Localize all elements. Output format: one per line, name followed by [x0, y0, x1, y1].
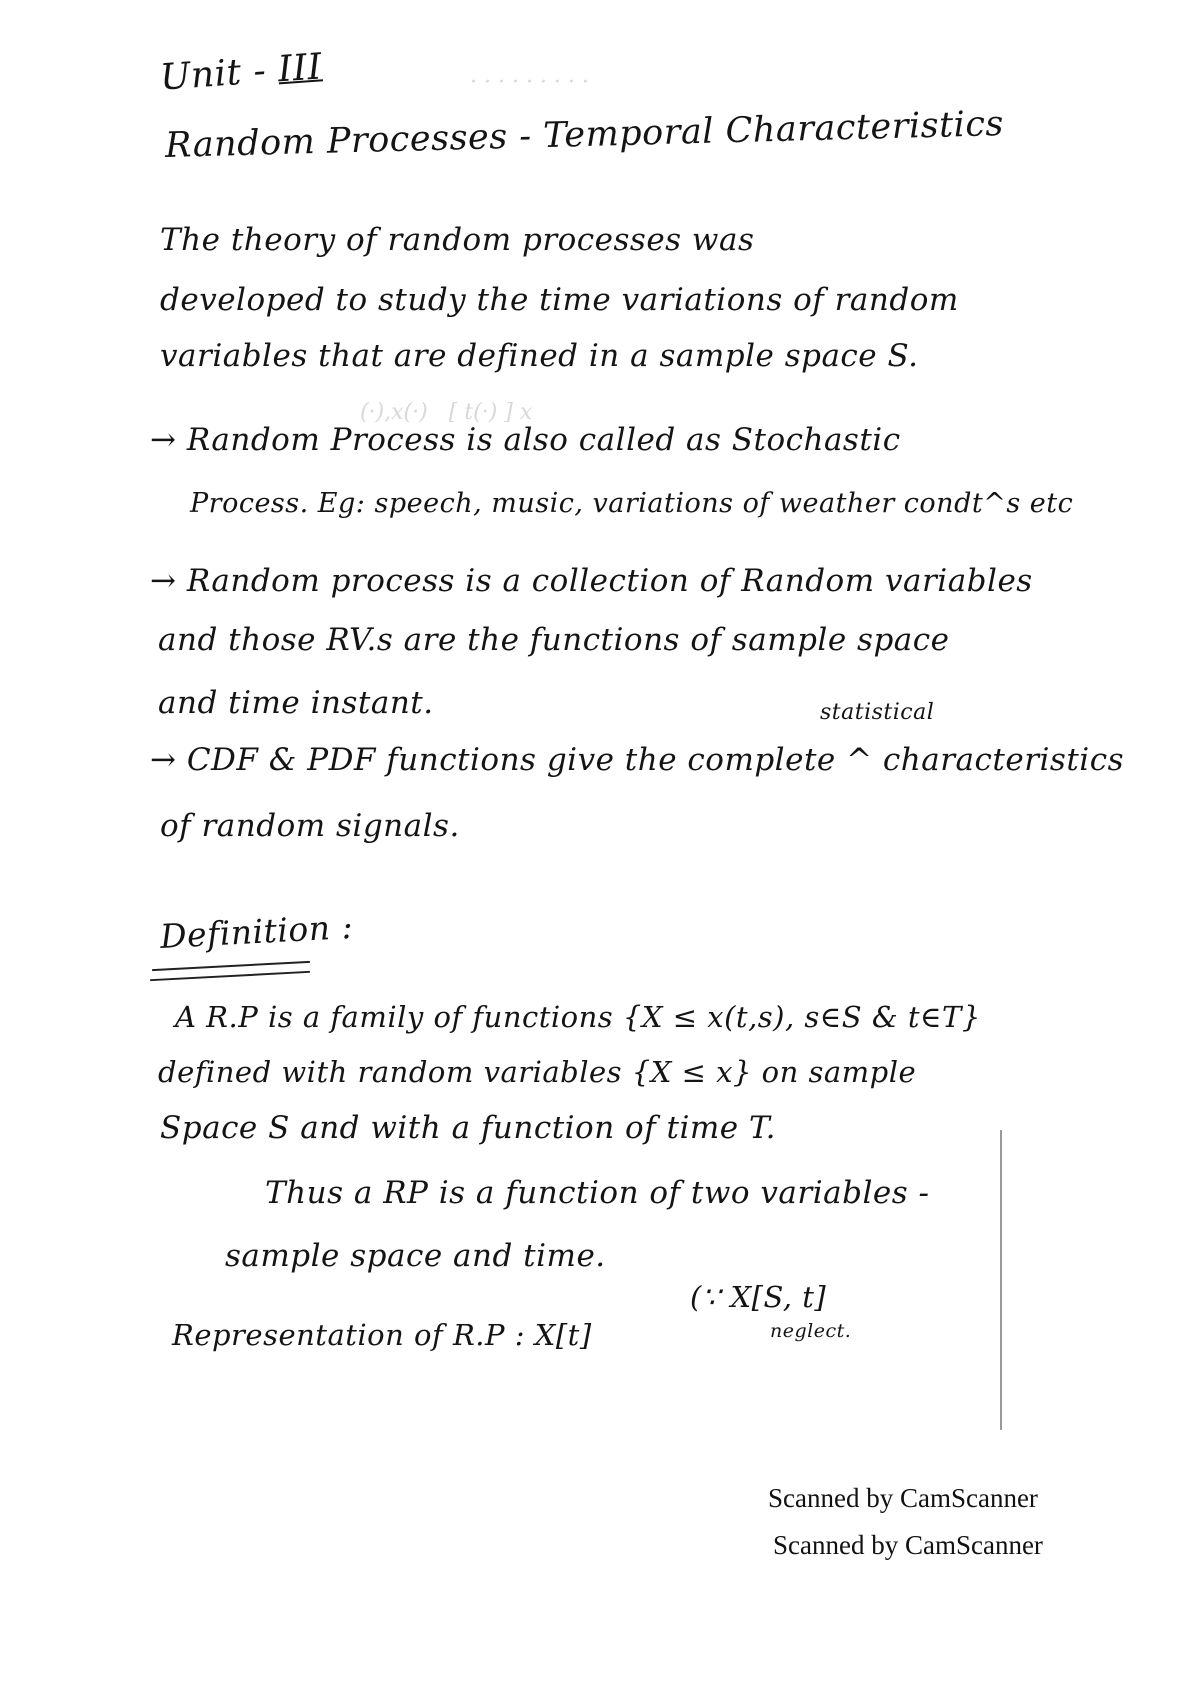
unit-label: Unit -	[158, 50, 268, 99]
bleed-through-text: · · · · · · · · ·	[470, 70, 589, 95]
point-1-line-2: Process. Eg: speech, music, variations of weather condt^s etc	[190, 488, 1074, 519]
page-title: Random Processes - Temporal Characteristics	[164, 104, 1005, 166]
camscanner-watermark: Scanned by CamScanner	[773, 1530, 1043, 1560]
intro-line-1: The theory of random processes was	[160, 222, 755, 258]
unit-number: III	[276, 46, 324, 91]
heading-underline	[152, 961, 310, 971]
definition-heading: Definition :	[159, 906, 354, 957]
camscanner-watermark: Scanned by CamScanner	[768, 1483, 1038, 1513]
definition-line-5: sample space and time.	[225, 1238, 606, 1274]
margin-line	[1000, 1130, 1002, 1430]
representation-line: Representation of R.P : X[t]	[172, 1318, 592, 1352]
point-3-line-2: of random signals.	[160, 808, 460, 844]
insertion-statistical: statistical	[820, 700, 935, 725]
point-3-line-1: → CDF & PDF functions give the complete ^ characteristics	[150, 742, 1124, 778]
intro-line-3: variables that are defined in a sample space S.	[160, 338, 919, 374]
definition-line-4: Thus a RP is a function of two variables -	[265, 1175, 930, 1211]
point-1-line-1: → Random Process is also called as Stochastic	[150, 422, 901, 458]
representation-note-sub: neglect.	[770, 1320, 852, 1342]
bleed-through-text: (·),x(·) [ t(·) ] x	[360, 400, 533, 425]
definition-line-3: Space S and with a function of time T.	[160, 1110, 776, 1146]
intro-line-2: developed to study the time variations of random	[160, 282, 959, 318]
point-2-line-3: and time instant.	[158, 685, 434, 721]
definition-line-2: defined with random variables {X ≤ x} on sample	[158, 1055, 917, 1089]
representation-note: (∵ X[S, t]	[690, 1280, 827, 1314]
unit-heading	[159, 46, 324, 98]
point-2-line-1: → Random process is a collection of Random variables	[150, 563, 1033, 599]
heading-underline	[150, 971, 310, 981]
definition-line-1: A R.P is a family of functions {X ≤ x(t,s), s∈S & t∈T}	[175, 1000, 981, 1034]
point-2-line-2: and those RV.s are the functions of sample space	[158, 622, 950, 658]
